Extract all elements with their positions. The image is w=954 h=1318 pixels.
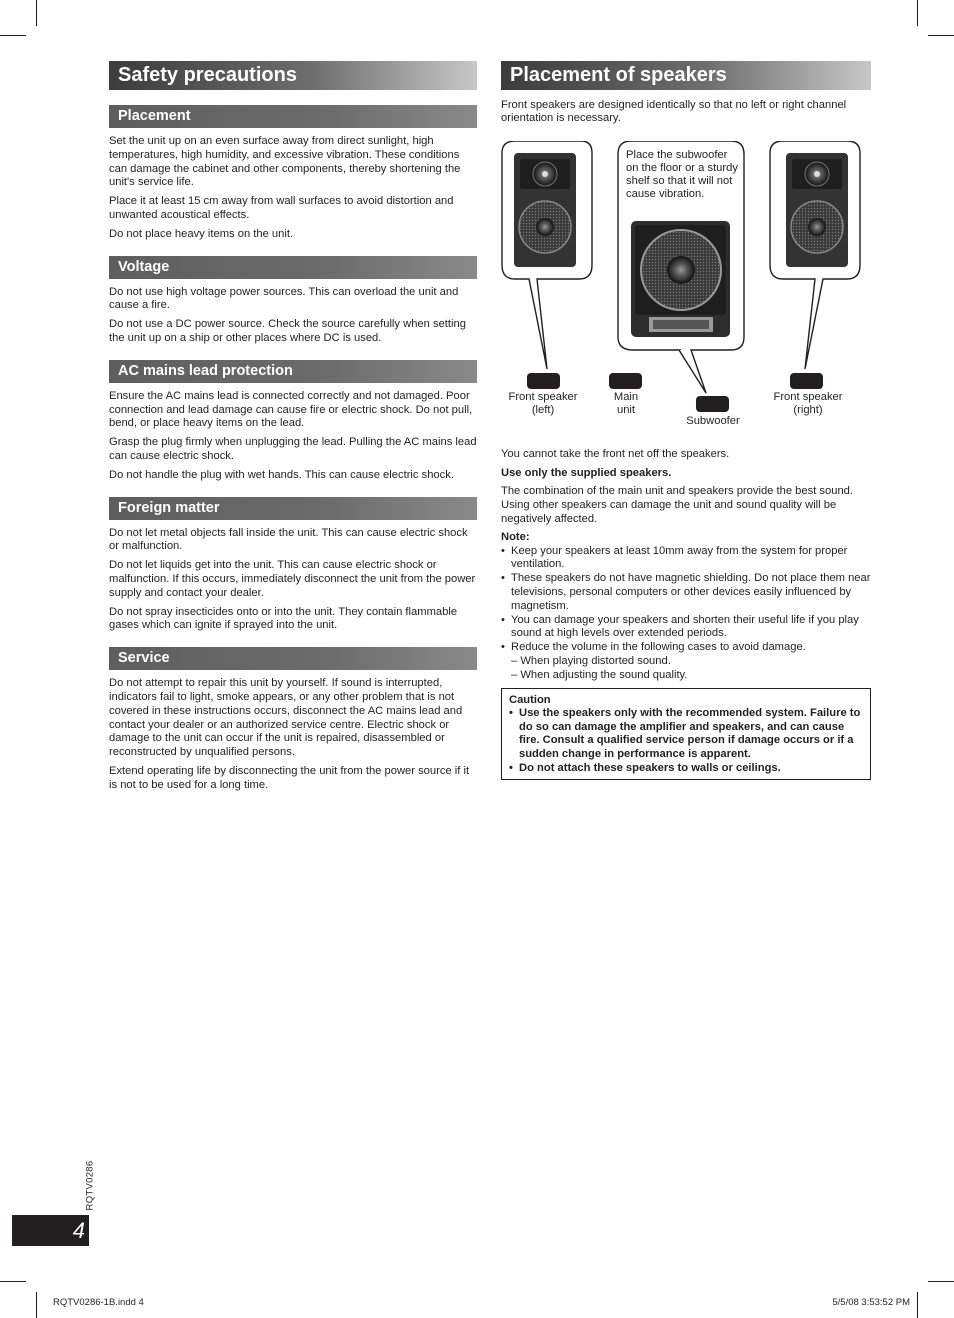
service-para: Do not attempt to repair this unit by yourself. If sound is interrupted, indicators fail to light, smoke appears, or any other problem that is not covered in these instructions occurs, disconnect the AC mains lead and contact your dealer or an authorized service centre. Electric shock or damage to the unit can occur if the unit is repaired, disassembled or reconstructed by unqualified persons. bbox=[109, 677, 463, 759]
crop-mark bbox=[36, 1292, 37, 1318]
crop-mark bbox=[917, 0, 918, 26]
placement-heading: Placement bbox=[109, 105, 477, 128]
note-list bbox=[501, 545, 871, 655]
supplied-speakers-heading: Use only the supplied speakers. bbox=[501, 466, 672, 479]
caution-heading: Caution bbox=[509, 693, 551, 706]
caution-item: • Do not attach these speakers to walls or ceilings. bbox=[509, 762, 863, 776]
footer-timestamp: 5/5/08 3:53:52 PM bbox=[832, 1297, 910, 1308]
caution-list bbox=[509, 707, 863, 775]
front-speaker-left-device bbox=[527, 373, 560, 389]
front-speaker-right-bubble bbox=[770, 141, 860, 369]
crop-mark bbox=[928, 1281, 954, 1282]
crop-mark bbox=[928, 35, 954, 36]
caution-box bbox=[501, 688, 871, 781]
front-speaker-left-bubble bbox=[502, 141, 592, 369]
placement-of-speakers-title: Placement of speakers bbox=[501, 61, 871, 90]
note-item: • Keep your speakers at least 10mm away from the system for proper ventilation. bbox=[501, 545, 871, 573]
foreign-matter-heading: Foreign matter bbox=[109, 497, 477, 520]
ac-mains-heading: AC mains lead protection bbox=[109, 360, 477, 383]
document-code-vertical: RQTV0286 bbox=[84, 1160, 96, 1211]
main-unit-device bbox=[609, 373, 642, 389]
ac-mains-para: Grasp the plug firmly when unplugging the lead. Pulling the AC mains lead can cause electric shock. bbox=[109, 436, 477, 462]
crop-mark bbox=[917, 1292, 918, 1318]
footer-file-name: RQTV0286-1B.indd 4 bbox=[53, 1297, 144, 1308]
speaker-notes-block bbox=[501, 448, 871, 683]
placement-of-speakers-column bbox=[501, 61, 871, 780]
foreign-matter-para: Do not let liquids get into the unit. This can cause electric shock or malfunction. If this occurs, immediately disconnect the unit from the power supply and contact your dealer. bbox=[109, 559, 476, 599]
voltage-para: Do not use high voltage power sources. This can overload the unit and cause a fire. bbox=[109, 285, 459, 312]
crop-mark bbox=[36, 0, 37, 26]
foreign-matter-para: Do not spray insecticides onto or into the unit. They contain flammable gases which can ignite if sprayed into the unit. bbox=[109, 605, 458, 632]
service-heading: Service bbox=[109, 647, 477, 670]
note-item: • These speakers do not have magnetic shielding. Do not place them near televisions, personal computers or other devices easily influenced by magnetism. bbox=[501, 572, 871, 613]
service-para: Extend operating life by disconnecting the unit from the power source if it is not to be used for a long time. bbox=[109, 764, 470, 791]
placement-para: Set the unit up on an even surface away from direct sunlight, high temperatures, high humidity, and excessive vibration. These conditions can damage the cabinet and other components, thereby shortening the unit's service life. bbox=[109, 135, 461, 189]
subwoofer-placement-note: Place the subwoofer on the floor or a sturdy shelf so that it will not cause vibration. bbox=[626, 148, 738, 200]
crop-mark bbox=[0, 35, 26, 36]
note-subitem: – When playing distorted sound. bbox=[511, 654, 671, 667]
label-subwoofer: Subwoofer bbox=[686, 414, 740, 427]
note-heading: Note: bbox=[501, 530, 530, 543]
ac-mains-para: Ensure the AC mains lead is connected correctly and not damaged. Poor connection and lead damage can cause fire or electric shock. Do not pull, bend, or place heavy items on the lead. bbox=[109, 389, 473, 430]
voltage-heading: Voltage bbox=[109, 256, 477, 279]
speakers-intro: Front speakers are designed identically so that no left or right channel orientation is necessary. bbox=[501, 99, 847, 125]
foreign-matter-para: Do not let metal objects fall inside the unit. This can cause electric shock or malfunction. bbox=[109, 526, 468, 553]
voltage-para: Do not use a DC power source. Check the source carefully when setting the unit up on a ship or other places where DC is used. bbox=[109, 318, 466, 344]
placement-para: Do not place heavy items on the unit. bbox=[109, 227, 294, 240]
note-item: • You can damage your speakers and shorten their useful life if you play sound at high levels over extended periods. bbox=[501, 614, 871, 642]
label-front-speaker-left: Front speaker (left) bbox=[508, 390, 578, 416]
note-subitem: – When adjusting the sound quality. bbox=[511, 668, 688, 681]
front-speaker-right-device bbox=[790, 373, 823, 389]
note-item: • Reduce the volume in the following cases to avoid damage. bbox=[501, 641, 871, 655]
ac-mains-para: Do not handle the plug with wet hands. This can cause electric shock. bbox=[109, 468, 454, 481]
caution-item: • Use the speakers only with the recommended system. Failure to do so can damage the amplifier and speakers, and can cause fire. Consult a qualified service person if damage occurs or if a sudden change in performance is apparent. bbox=[509, 707, 863, 761]
crop-mark bbox=[0, 1281, 26, 1282]
label-main-unit: Main unit bbox=[613, 390, 639, 416]
front-net-text: You cannot take the front net off the speakers. bbox=[501, 447, 730, 460]
speaker-placement-diagram bbox=[501, 141, 871, 441]
safety-precautions-title: Safety precautions bbox=[109, 61, 477, 90]
placement-para: Place it at least 15 cm away from wall surfaces to avoid distortion and unwanted acoustical effects. bbox=[109, 195, 454, 221]
supplied-speakers-text: The combination of the main unit and speakers provide the best sound. Using other speakers can damage the unit and sound quality will be negatively affected. bbox=[501, 485, 854, 525]
page-number: 4 bbox=[12, 1215, 89, 1246]
subwoofer-device bbox=[696, 396, 729, 412]
label-front-speaker-right: Front speaker (right) bbox=[773, 390, 843, 416]
safety-precautions-column bbox=[109, 61, 477, 798]
